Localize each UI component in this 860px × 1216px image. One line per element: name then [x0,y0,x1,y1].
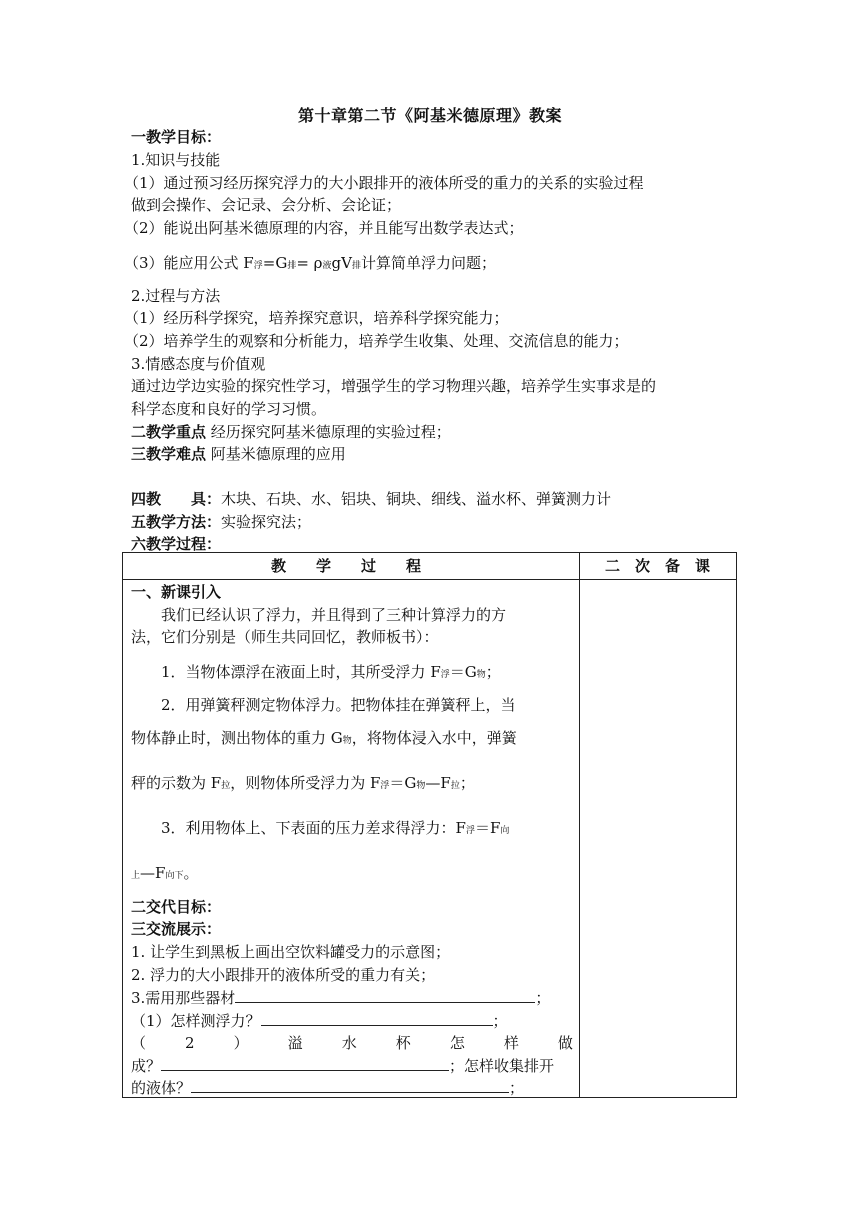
objectives-heading: 一教学目标： [131,128,222,146]
attitude-text-b: 科学态度和良好的学习习惯。 [131,400,327,418]
header-teaching-process: 教 学 过 程 [271,557,422,575]
intro-paragraph-a: 我们已经认识了浮力，并且得到了三种计算浮力的方 [131,606,507,624]
teaching-tools: 四教 具：木块、石块、水、铝块、铜块、细线、溢水杯、弹簧测力计 [131,490,612,508]
objective-item-3: （3）能应用公式 F浮=G排= ρ液gV排计算简单浮力问题； [124,254,496,272]
exchange-item-7: 的液体？ ； [131,1076,573,1099]
objective-item-2: （2）能说出阿基米德原理的内容，并且能写出数学表达式； [124,219,524,237]
intro-heading: 一、新课引入 [131,583,222,601]
teaching-methods: 五教学方法：实验探究法； [131,513,312,531]
column-divider [579,553,580,1097]
attitude-title: 3.情感态度与价值观 [131,355,266,373]
exchange-heading: 三交流展示： [131,920,222,938]
exchange-item-3: 3.需用那些器材 ； [131,986,573,1009]
difficulty: 三教学难点 阿基米德原理的应用 [131,445,346,463]
header-divider [123,579,736,580]
blank-line[interactable] [191,1076,509,1093]
blank-line[interactable] [235,986,535,1003]
process-method-title: 2.过程与方法 [131,287,221,305]
exchange-item-4: （1）怎样测浮力？ ； [131,1009,573,1032]
exchange-item-5: （ 2 ） 溢 水 杯 怎 样 做 [131,1034,573,1052]
objective-item-1a: （1）通过预习经历探究浮力的大小跟排开的液体所受的重力的关系的实验过程 [124,174,644,192]
method-2a: 2．用弹簧秤测定物体浮力。把物体挂在弹簧秤上，当 [131,696,516,714]
exchange-item-2: 2. 浮力的大小跟排开的液体所受的重力有关； [131,966,436,984]
method-1: 1．当物体漂浮在液面上时，其所受浮力 F浮＝G物； [131,663,501,681]
method-3: 3．利用物体上、下表面的压力差求得浮力：F浮＝F向 [131,819,510,837]
attitude-text-a: 通过边学边实验的探究性学习，增强学生的学习物理兴趣，培养学生实事求是的 [131,377,657,395]
process-item-2: （2）培养学生的观察和分析能力，培养学生收集、处理、交流信息的能力； [124,332,629,350]
method-3b: 上—F向下。 [131,864,199,882]
blank-line[interactable] [261,1009,493,1026]
page-title: 第十章第二节《阿基米德原理》教案 [297,106,562,125]
intro-paragraph-b: 法，它们分别是（师生共同回忆，教师板书）： [131,628,439,646]
teaching-process-table [122,552,737,1098]
objective-item-1b: 做到会操作、会记录、会分析、会论证； [131,196,402,214]
blank-line[interactable] [161,1054,449,1071]
process-label: 六教学过程： [131,535,222,553]
header-second-preparation: 二 次 备 课 [605,557,711,575]
exchange-item-1: 1. 让学生到黑板上画出空饮料罐受力的示意图； [131,943,451,961]
method-2b: 物体静止时，测出物体的重力 G物，将物体浸入水中，弹簧 [131,729,517,747]
goal-heading: 二交代目标： [131,898,222,916]
process-item-1: （1）经历科学探究，培养探究意识，培养科学探究能力； [124,309,509,327]
key-point: 二教学重点 经历探究阿基米德原理的实验过程； [131,423,451,441]
exchange-item-6: 成？ ；怎样收集排开 [131,1054,573,1077]
method-2c: 秤的示数为 F拉，则物体所受浮力为 F浮＝G物—F拉； [131,774,475,792]
knowledge-skills-title: 1.知识与技能 [131,151,221,169]
